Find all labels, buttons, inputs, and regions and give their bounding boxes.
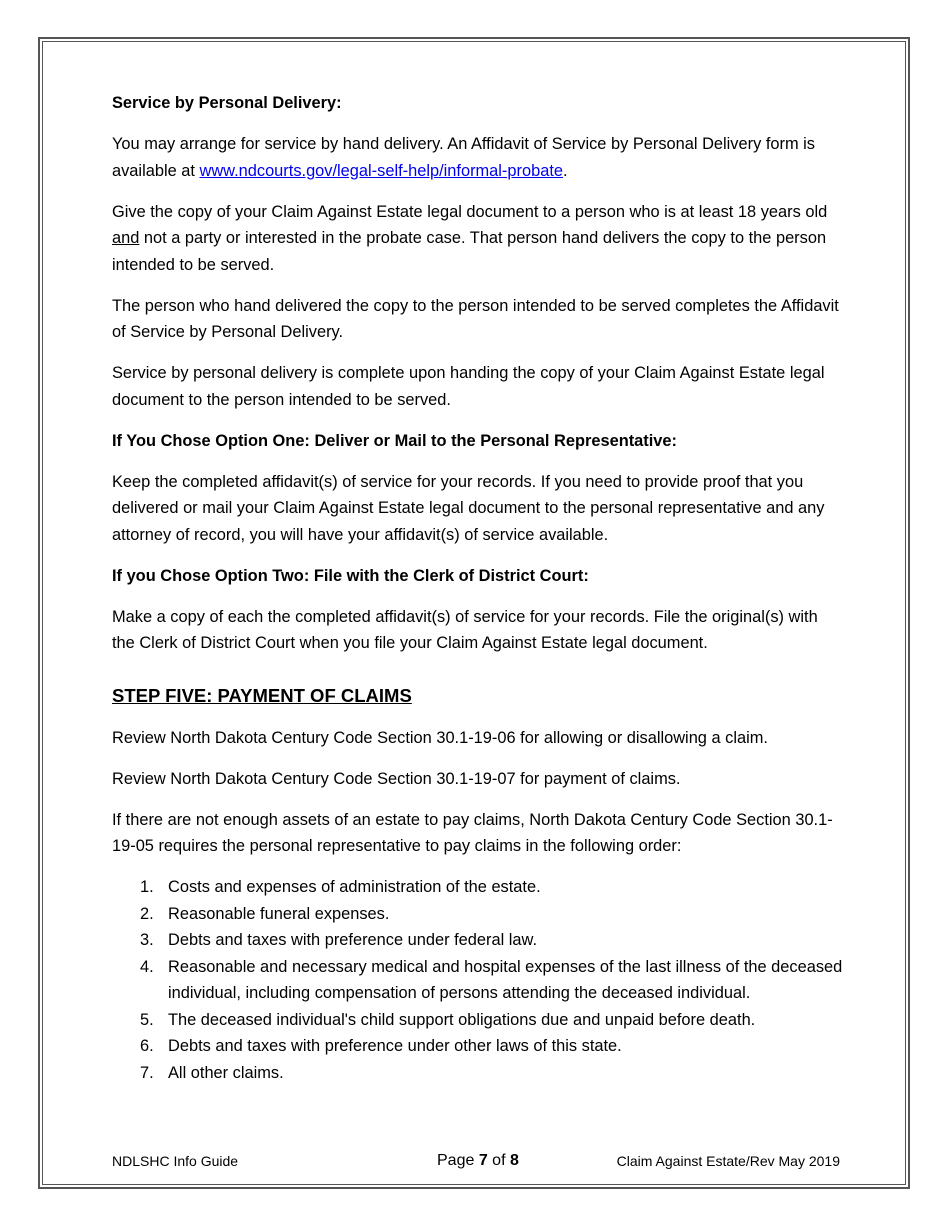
list-number: 7.: [140, 1063, 154, 1082]
list-number: 2.: [140, 904, 154, 923]
list-text: Reasonable funeral expenses.: [168, 904, 390, 923]
paragraph-text: .: [562, 161, 568, 180]
list-item: [112, 1033, 844, 1060]
paragraph-text: You may arrange for service by hand delivery. An Affidavit of Service by Personal Delivery form is available at: [112, 135, 816, 180]
list-item: [112, 901, 844, 928]
page-total: 8: [509, 1152, 519, 1169]
footer-guide-name: NDLSHC Info Guide: [112, 1153, 239, 1169]
document-body: [112, 90, 844, 1086]
page-of: of: [487, 1152, 510, 1169]
paragraph-text: not a party or interested in the probate case. That person hand delivers the copy to the person intended to be served.: [112, 229, 827, 274]
step-five-heading: STEP FIVE: PAYMENT OF CLAIMS: [112, 684, 412, 706]
list-number: 3.: [140, 931, 154, 949]
list-number: 6.: [140, 1037, 154, 1055]
list-item: [112, 954, 844, 1007]
paragraph-completes-affidavit: The person who hand delivered the copy to the person intended to be served completes the Affidavit of Service by Personal Delivery.: [112, 296, 839, 341]
page-current: 7: [478, 1152, 488, 1169]
paragraph-text: Give the copy of your Claim Against Estate legal document to a person who is at least 18 years old: [112, 202, 828, 221]
list-item: [112, 927, 844, 954]
informal-probate-link[interactable]: www.ndcourts.gov/legal-self-help/informal-probate: [199, 161, 563, 180]
list-text: The deceased individual's child support obligations due and unpaid before death.: [168, 1010, 756, 1029]
footer-page-number: [437, 1152, 519, 1170]
review-allowing-claim: Review North Dakota Century Code Section 30.1-19-06 for allowing or disallowing a claim.: [112, 728, 768, 747]
underlined-and: and: [112, 229, 140, 247]
personal-delivery-heading: Service by Personal Delivery:: [112, 94, 342, 112]
assets-paragraph: If there are not enough assets of an estate to pay claims, North Dakota Century Code Section 30.1-19-05 requires the personal representative to pay claims in the following order:: [112, 810, 833, 855]
option-two-heading: If you Chose Option Two: File with the Clerk of District Court:: [112, 566, 589, 585]
list-text: Costs and expenses of administration of the estate.: [168, 878, 541, 896]
option-two-text: Make a copy of each the completed affidavit(s) of service for your records. File the original(s) with the Clerk of District Court when you file your Claim Against Estate legal document.: [112, 607, 818, 652]
list-text: Reasonable and necessary medical and hospital expenses of the last illness of the deceased individual, including compensation of persons attending the deceased individual.: [168, 957, 843, 1002]
claims-order-list: [112, 874, 844, 1086]
page-word: Page: [437, 1152, 479, 1169]
option-one-heading: If You Chose Option One: Deliver or Mail to the Personal Representative:: [112, 431, 677, 450]
list-text: Debts and taxes with preference under federal law.: [168, 931, 538, 949]
paragraph-service-complete: Service by personal delivery is complete upon handing the copy of your Claim Against Estate legal document to the person intended to be served.: [112, 364, 825, 409]
list-text: Debts and taxes with preference under other laws of this state.: [168, 1037, 622, 1055]
list-number: 5.: [140, 1010, 154, 1029]
list-item: [112, 874, 844, 901]
list-item: [112, 1007, 844, 1034]
list-item: [112, 1060, 844, 1087]
list-text: All other claims.: [168, 1063, 284, 1082]
paragraph-hand-delivery: [112, 131, 844, 184]
page-footer: [112, 1153, 844, 1175]
option-one-text: Keep the completed affidavit(s) of service for your records. If you need to provide proof that you delivered or mail your Claim Against Estate legal document to the personal representative and any attorney of record, you will have your affidavit(s) of service available.: [112, 472, 825, 544]
review-payment-claims: Review North Dakota Century Code Section 30.1-19-07 for payment of claims.: [112, 769, 681, 788]
footer-form-revision: Claim Against Estate/Rev May 2019: [616, 1153, 840, 1169]
list-number: 1.: [140, 878, 154, 896]
list-number: 4.: [140, 957, 154, 976]
paragraph-give-copy: [112, 199, 844, 279]
